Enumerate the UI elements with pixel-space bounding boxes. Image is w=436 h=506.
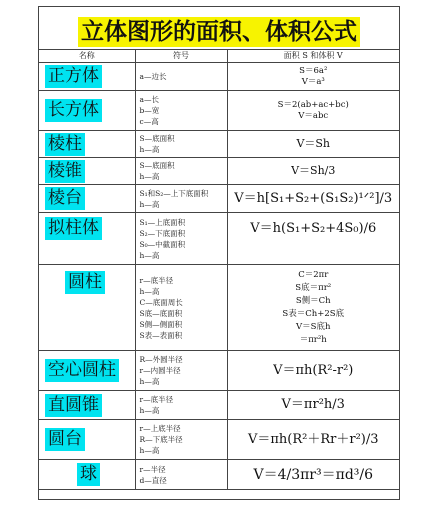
header-symbol: 符号 [135,50,227,63]
formula-line: V＝h[S₁+S₂+(S₁S₂)¹ᐟ²]/3 [234,190,393,206]
formula-line: C＝2πr [298,269,329,280]
shape-name: 棱台 [45,187,85,210]
formula-line: V＝Sh [296,137,331,150]
formula-line: V＝πh(R²＋Rr＋r²)/3 [247,431,379,447]
shape-name: 圆柱 [65,271,105,294]
symbol-item: S—底面积 [139,161,175,170]
symbol-item: h—高 [139,199,160,209]
formula-sheet [38,6,400,500]
formula-line: V＝S底h [296,321,331,332]
symbol-item: S—底面积 [139,134,175,143]
formula-line: V＝a³ [301,76,325,87]
shape-name: 棱锥 [45,160,85,183]
shape-name: 拟柱体 [45,217,102,240]
symbol-item: h—高 [139,377,160,386]
symbol-item: h—高 [139,172,160,181]
shape-name: 长方体 [45,99,102,122]
symbol-item: r—底半径 [139,395,174,404]
formula-line: S＝2(ab+ac+bc) [277,100,349,110]
symbol-item: b—宽 [139,106,160,115]
shape-name: 棱柱 [45,133,85,156]
header-name: 名称 [39,50,135,63]
formula-line: V＝πr²h/3 [281,397,345,412]
formula-line: S侧＝Ch [295,295,331,306]
symbol-item: a—边长 [139,72,167,81]
row-frustum-cone [39,420,399,460]
symbol-item: h—高 [139,286,160,296]
formula-line: V＝abc [298,110,329,121]
shape-name: 空心圆柱 [45,359,119,382]
row-pyramid [39,158,399,185]
row-cylinder [39,265,399,351]
formula-line: V＝πh(R²-r²) [273,362,354,378]
symbol-item: C—底面周长 [139,297,183,307]
symbol-item: h—高 [139,446,160,455]
symbol-item: S₂—下底面积 [139,228,186,238]
formula-line: V＝h(S₁+S₂+4S₀)/6 [250,221,377,236]
symbol-item: h—高 [139,145,160,154]
symbol-item: d—直径 [139,475,167,485]
formula-line: V＝Sh/3 [291,164,336,177]
row-hollow-cylinder [39,351,399,391]
formula-table [39,49,399,490]
symbol-item: S₁和S₂—上下底面积 [139,188,209,198]
row-sphere [39,460,399,490]
symbol-item: S表—表面积 [139,330,183,340]
title-row [39,7,399,50]
symbol-item: r—半径 [139,464,166,474]
symbol-item: S₁—上底面积 [139,217,186,227]
shape-name: 正方体 [45,65,102,88]
row-frustum-prism [39,185,399,213]
symbol-item: h—高 [139,250,160,260]
symbol-item: h—高 [139,406,160,415]
symbol-item: r—上底半径 [139,424,181,433]
symbol-item: S₀—中截面积 [139,239,186,249]
formula-line: ＝πr²h [299,334,327,345]
row-prism [39,131,399,158]
symbol-item: S侧—侧面积 [139,319,183,329]
formula-line: S＝6a² [299,66,328,76]
row-cube [39,63,399,91]
formula-line: S表＝Ch+2S底 [282,308,345,319]
symbol-item: c—高 [139,117,159,126]
symbol-item: R—下底半径 [139,435,183,444]
shape-name: 直圆锥 [45,394,102,417]
symbol-item: R—外圆半径 [139,355,183,364]
row-cuboid [39,91,399,131]
row-prismatoid [39,213,399,265]
symbol-item: a—长 [139,95,159,104]
shape-name: 球 [77,463,100,486]
symbol-item: r—底半径 [139,275,174,285]
symbol-item: S底—底面积 [139,308,183,318]
formula-line: V＝4/3πr³＝πd³/6 [253,466,374,483]
formula-line: S底＝πr² [295,282,332,293]
header-row [39,50,399,63]
shape-name: 圆台 [45,428,85,451]
symbol-item: r—内圆半径 [139,366,181,375]
header-formula: 面积 S 和体积 V [227,50,399,63]
row-right-cone [39,391,399,420]
page-title: 立体图形的面积、体积公式 [78,17,360,47]
